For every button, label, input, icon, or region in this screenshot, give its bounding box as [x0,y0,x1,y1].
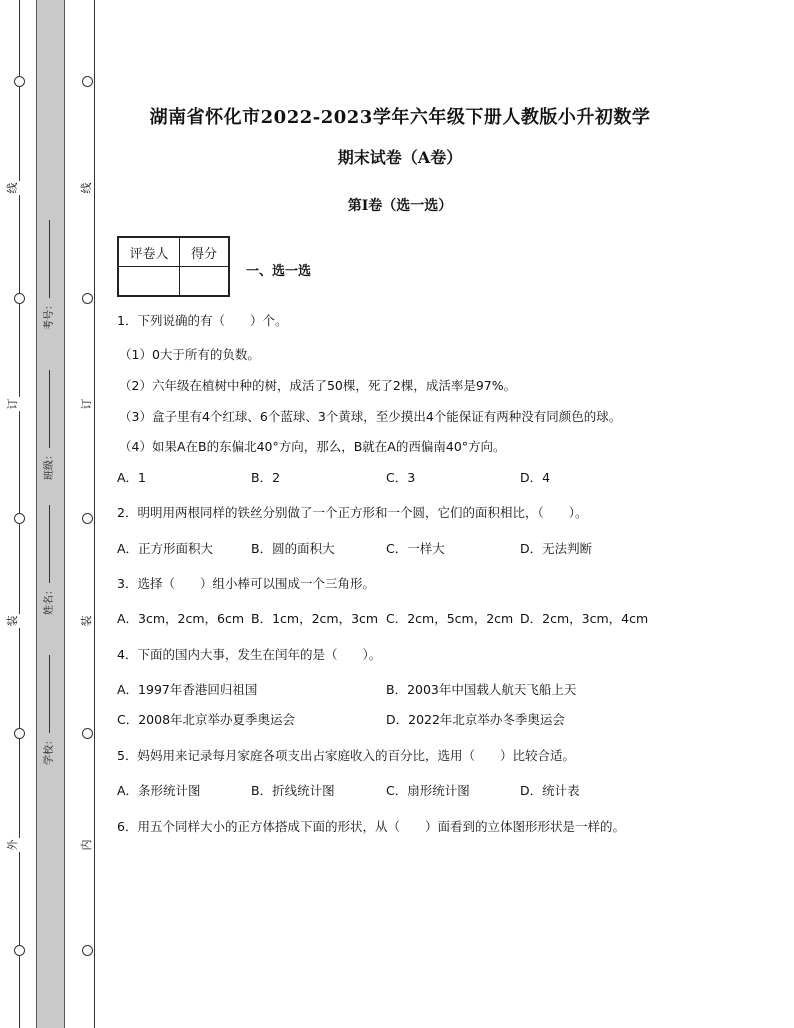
question-1-statement: （3）盒子里有4个红球、6个蓝球、3个黄球，至少摸出4个能保证有两种没有同颜色的球。 [119,409,622,424]
grader-header: 评卷人 [118,237,180,267]
exam-number-field[interactable]: 考号： [44,220,56,330]
section-heading: 一、选一选 [246,264,312,279]
margin-dashed-line-inner [94,0,95,1028]
grader-cell[interactable] [118,267,180,297]
question-4-stem: 4．下面的国内大事，发生在闰年的是（ ）。 [117,647,382,662]
margin-char: 线 [6,182,19,194]
question-6-stem: 6．用五个同样大小的正方体搭成下面的形状，从（ ）面看到的立体图形形状是一样的。 [117,819,625,834]
question-1-statement: （4）如果A在B的东偏北40°方向，那么，B就在A的西偏南40°方向。 [119,439,506,454]
question-3-option-c[interactable]: C．2cm，5cm，2cm [386,611,514,626]
score-cell[interactable] [180,267,230,297]
question-5-option-d[interactable]: D．统计表 [520,783,580,798]
binding-hole [14,945,25,956]
margin-char: 订 [80,398,93,410]
question-5-stem: 5．妈妈用来记录每月家庭各项支出占家庭收入的百分比，选用（ ）比较合适。 [117,748,575,763]
binding-hole [82,728,93,739]
question-5-option-b[interactable]: B．折线统计图 [251,783,335,798]
question-4-option-a[interactable]: A．1997年香港回归祖国 [117,682,258,697]
question-1-option-d[interactable]: D．4 [520,470,551,485]
question-1-option-c[interactable]: C．3 [386,470,416,485]
question-3-option-d[interactable]: D．2cm，3cm，4cm [520,611,649,626]
margin-char: 订 [6,398,19,410]
question-3-option-b[interactable]: B．1cm，2cm，3cm [251,611,379,626]
question-2-option-a[interactable]: A．正方形面积大 [117,541,214,556]
question-1-option-b[interactable]: B．2 [251,470,281,485]
question-1-stem: 1．下列说确的有（ ）个。 [117,313,288,328]
binding-hole [14,293,25,304]
binding-hole [14,513,25,524]
question-2-option-d[interactable]: D．无法判断 [520,541,593,556]
question-1-statement: （1）0大于所有的负数。 [119,347,260,362]
binding-hole [14,728,25,739]
exam-title: 湖南省怀化市2022-2023学年六年级下册人教版小升初数学 [149,107,651,128]
exam-subtitle: 期末试卷（A卷） [337,148,463,167]
question-3-stem: 3．选择（ ）组小棒可以围成一个三角形。 [117,576,375,591]
class-field[interactable]: 班级： [44,370,56,480]
question-5-option-c[interactable]: C．扇形统计图 [386,783,470,798]
question-4-option-d[interactable]: D．2022年北京举办冬季奥运会 [386,712,565,727]
question-2-stem: 2．明明用两根同样的铁丝分别做了一个正方形和一个圆，它们的面积相比，（ ）。 [117,505,588,520]
binding-hole [14,76,25,87]
question-3-option-a[interactable]: A．3cm，2cm，6cm [117,611,245,626]
question-2-option-c[interactable]: C．一样大 [386,541,445,556]
margin-char: 线 [80,182,93,194]
question-4-option-b[interactable]: B．2003年中国载人航天飞船上天 [386,682,577,697]
question-1-statement: （2）六年级在植树中种的树，成活了50棵，死了2棵，成活率是97%。 [119,378,517,393]
binding-hole [82,945,93,956]
volume-heading: 第I卷（选一选） [347,198,453,214]
margin-char: 外 [6,839,19,851]
question-1-option-a[interactable]: A．1 [117,470,147,485]
binding-hole [82,76,93,87]
school-field[interactable]: 学校： [44,655,56,765]
question-2-option-b[interactable]: B．圆的面积大 [251,541,335,556]
name-field[interactable]: 姓名： [44,505,56,615]
binding-hole [82,513,93,524]
question-4-option-c[interactable]: C．2008年北京举办夏季奥运会 [117,712,296,727]
score-table [117,236,230,297]
binding-hole [82,293,93,304]
margin-char: 装 [6,615,19,627]
score-header: 得分 [180,237,230,267]
margin-char: 装 [80,615,93,627]
question-5-option-a[interactable]: A．条形统计图 [117,783,201,798]
margin-char: 内 [80,839,93,851]
